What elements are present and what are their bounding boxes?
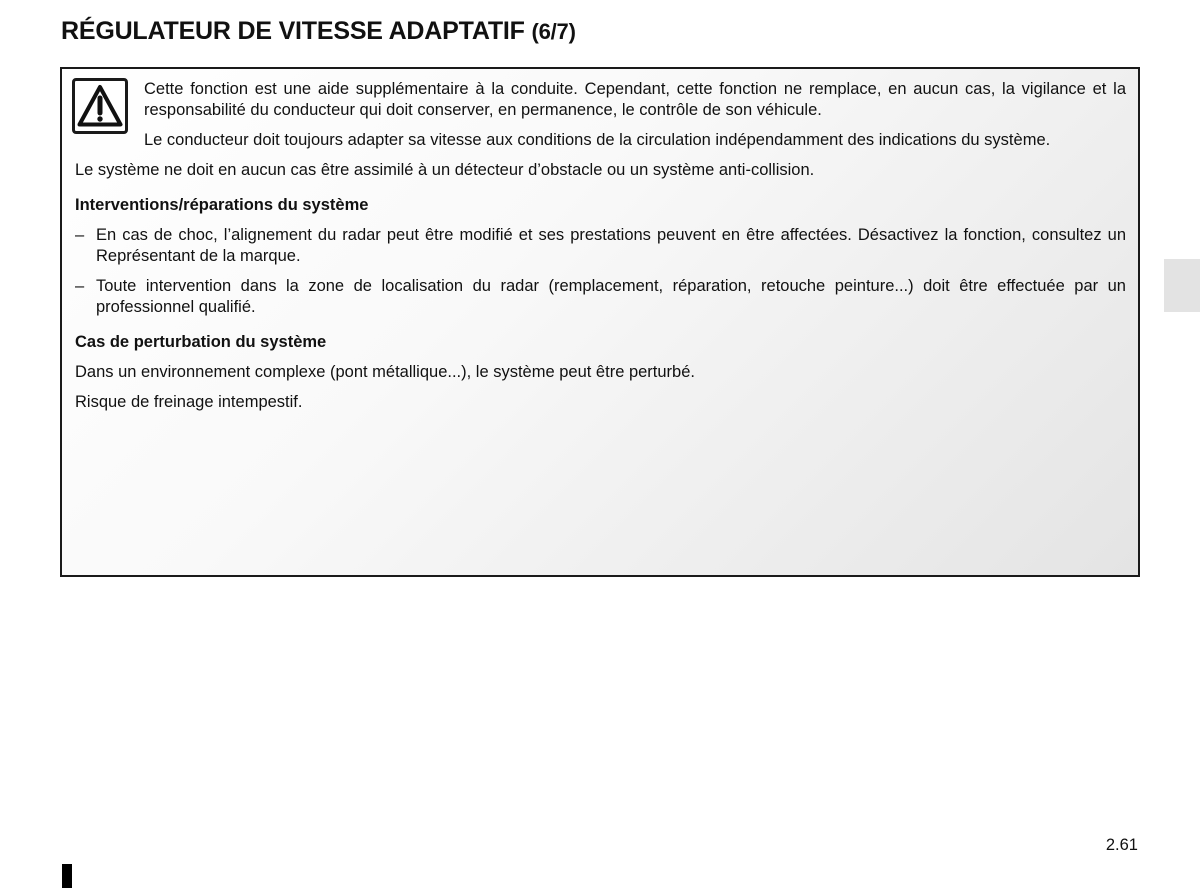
page-marker: [62, 864, 72, 888]
warning-paragraph-5: Risque de freinage intempestif.: [75, 393, 303, 411]
page-number: 2.61: [1105, 836, 1138, 854]
page-title-main: RÉGULATEUR DE VITESSE ADAPTATIF: [61, 17, 525, 45]
warning-paragraph-2: Le conducteur doit toujours adapter sa vitesse aux conditions de la circulation indépendamment des indications du système.: [144, 131, 1051, 149]
warning-paragraph-3: Le système ne doit en aucun cas être assimilé à un détecteur d’obstacle ou un système anti-collision.: [75, 161, 815, 179]
warning-paragraph-1: Cette fonction est une aide supplémentaire à la conduite. Cependant, cette fonction ne remplace, en aucun cas, la vigilance et la responsabilité du conducteur qui doit conserver, en permanence, le contrôle de son véhicule.: [144, 80, 1126, 119]
list-item-text: En cas de choc, l’alignement du radar peut être modifié et ses prestations peuvent en être affectées. Désactivez la fonction, consultez un Représentant de la marque.: [96, 226, 1126, 265]
warning-box: [60, 67, 1140, 577]
warning-content: [75, 79, 1126, 422]
list-dash: –: [75, 226, 85, 244]
list-item: [75, 276, 1126, 318]
list-dash: –: [75, 277, 85, 295]
warning-paragraph-4: Dans un environnement complexe (pont métallique...), le système peut être perturbé.: [75, 363, 695, 381]
section-heading-interventions: Interventions/réparations du système: [75, 196, 369, 214]
section-heading-perturbation: Cas de perturbation du système: [75, 333, 327, 351]
list-item-text: Toute intervention dans la zone de localisation du radar (remplacement, réparation, retouche peinture...) doit être effectuée par un professionnel qualifié.: [96, 277, 1126, 316]
chapter-side-tab: [1164, 259, 1200, 312]
list-item: [75, 225, 1126, 267]
page-title-part: (6/7): [531, 19, 576, 44]
page-title: [61, 17, 576, 46]
